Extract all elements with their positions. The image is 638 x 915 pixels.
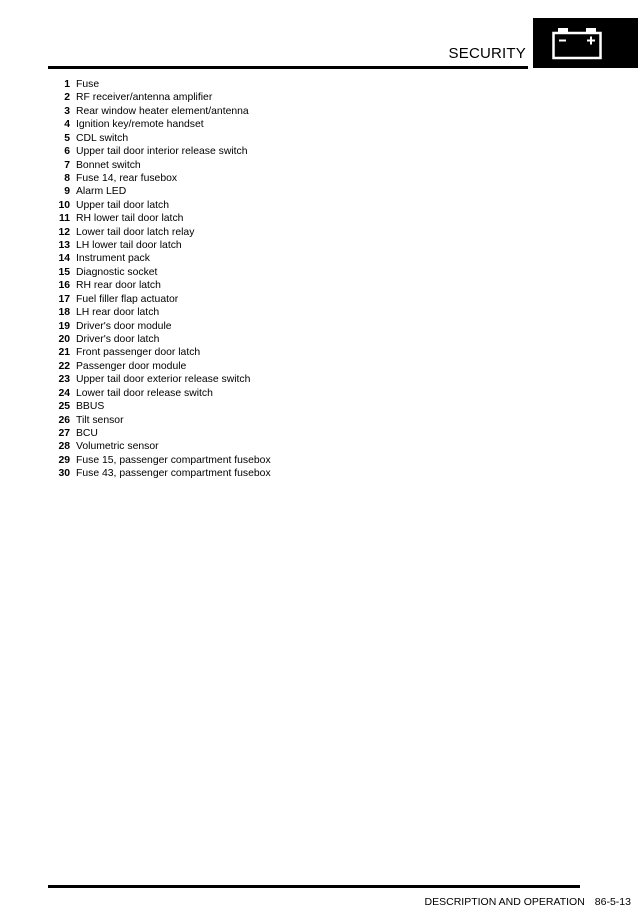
page-footer — [425, 896, 631, 908]
legend-item-number: 8 — [64, 172, 70, 184]
legend-item — [48, 400, 271, 413]
legend-item-number: 25 — [58, 401, 70, 413]
header-rule — [48, 66, 528, 69]
legend-item-number: 17 — [58, 293, 70, 305]
legend-item-label: Lower tail door release switch — [76, 387, 213, 399]
legend-item — [48, 427, 271, 440]
legend-item-label: Driver's door latch — [76, 334, 160, 346]
legend-item-label: LH rear door latch — [76, 307, 160, 319]
legend-item — [48, 105, 271, 118]
legend-item-number: 3 — [64, 105, 70, 117]
legend-item-label: Fuel filler flap actuator — [76, 293, 179, 305]
legend-item-label: Fuse 43, passenger compartment fusebox — [76, 468, 271, 480]
legend-item — [48, 373, 271, 386]
legend-item — [48, 159, 271, 172]
legend-item-number: 18 — [58, 307, 70, 319]
legend-item-number: 5 — [64, 132, 70, 144]
legend-item — [48, 467, 271, 480]
legend-item-number: 24 — [58, 387, 70, 399]
legend-item-label: BBUS — [76, 401, 105, 413]
legend-item-label: RH rear door latch — [76, 280, 161, 292]
legend-item-label: Passenger door module — [76, 360, 187, 372]
legend-item-number: 7 — [64, 159, 70, 171]
legend-item-number: 4 — [64, 119, 70, 131]
legend-item — [48, 252, 271, 265]
legend-item-label: Fuse 14, rear fusebox — [76, 172, 178, 184]
legend-item — [48, 199, 271, 212]
legend-item-number: 14 — [58, 253, 70, 265]
legend-item-label: LH lower tail door latch — [76, 240, 182, 252]
legend-item — [48, 145, 271, 158]
legend-item-number: 10 — [58, 199, 70, 211]
legend-item — [48, 266, 271, 279]
legend-item — [48, 306, 271, 319]
legend-item — [48, 239, 271, 252]
component-legend — [48, 78, 271, 481]
legend-item-number: 23 — [58, 374, 70, 386]
legend-item-number: 27 — [58, 427, 70, 439]
legend-item-label: Upper tail door interior release switch — [76, 146, 248, 158]
legend-item — [48, 293, 271, 306]
legend-item-number: 26 — [58, 414, 70, 426]
legend-item-number: 12 — [58, 226, 70, 238]
legend-item-label: Rear window heater element/antenna — [76, 105, 249, 117]
legend-item-label: CDL switch — [76, 132, 129, 144]
legend-item-label: RF receiver/antenna amplifier — [76, 92, 213, 104]
legend-item-number: 1 — [64, 79, 70, 90]
legend-item-number: 21 — [58, 347, 70, 359]
legend-item-label: Lower tail door latch relay — [76, 226, 195, 238]
legend-item-label: Alarm LED — [76, 186, 127, 198]
legend-item-label: Volumetric sensor — [76, 441, 159, 453]
legend-item-label: RH lower tail door latch — [76, 213, 184, 225]
legend-item-label: Bonnet switch — [76, 159, 141, 171]
legend-item-label: Instrument pack — [76, 253, 150, 265]
legend-item-label: Fuse 15, passenger compartment fusebox — [76, 454, 271, 466]
legend-item-label: Tilt sensor — [76, 414, 124, 426]
legend-item — [48, 454, 271, 467]
legend-item-number: 11 — [59, 213, 70, 225]
legend-item-number: 16 — [58, 280, 70, 292]
legend-item-number: 6 — [64, 146, 70, 158]
legend-item — [48, 320, 271, 333]
footer-page-number: 86-5-13 — [594, 896, 631, 908]
legend-item-label: Driver's door module — [76, 320, 172, 332]
legend-item — [48, 346, 271, 359]
legend-item — [48, 387, 271, 400]
legend-item-label: Diagnostic socket — [76, 266, 158, 278]
legend-item — [48, 212, 271, 225]
legend-item-number: 2 — [64, 92, 70, 104]
legend-item-label: BCU — [76, 427, 98, 439]
legend-item-label: Upper tail door latch — [76, 199, 169, 211]
legend-item-number: 29 — [58, 454, 70, 466]
page-section-title: SECURITY — [448, 45, 526, 62]
battery-icon — [552, 26, 602, 60]
legend-item-number: 13 — [58, 240, 70, 252]
legend-item — [48, 360, 271, 373]
legend-item-number: 22 — [58, 360, 70, 372]
footer-rule — [48, 885, 580, 888]
legend-item-label: Ignition key/remote handset — [76, 119, 204, 131]
legend-item-number: 9 — [64, 186, 70, 198]
legend-item — [48, 185, 271, 198]
legend-item — [48, 78, 271, 91]
legend-item-number: 30 — [58, 468, 70, 480]
legend-item — [48, 279, 271, 292]
legend-item — [48, 333, 271, 346]
legend-item — [48, 118, 271, 131]
legend-item — [48, 172, 271, 185]
legend-item-number: 15 — [58, 266, 70, 278]
legend-item-label: Front passenger door latch — [76, 347, 201, 359]
legend-item-number: 28 — [58, 441, 70, 453]
legend-item-number: 20 — [58, 334, 70, 346]
legend-item — [48, 91, 271, 104]
legend-item-label: Upper tail door exterior release switch — [76, 374, 251, 386]
footer-section-name: DESCRIPTION AND OPERATION — [424, 896, 585, 908]
legend-item — [48, 226, 271, 239]
legend-item — [48, 132, 271, 145]
legend-item — [48, 440, 271, 453]
legend-item — [48, 414, 271, 427]
legend-item-number: 19 — [58, 320, 70, 332]
legend-item-label: Fuse — [76, 79, 100, 90]
